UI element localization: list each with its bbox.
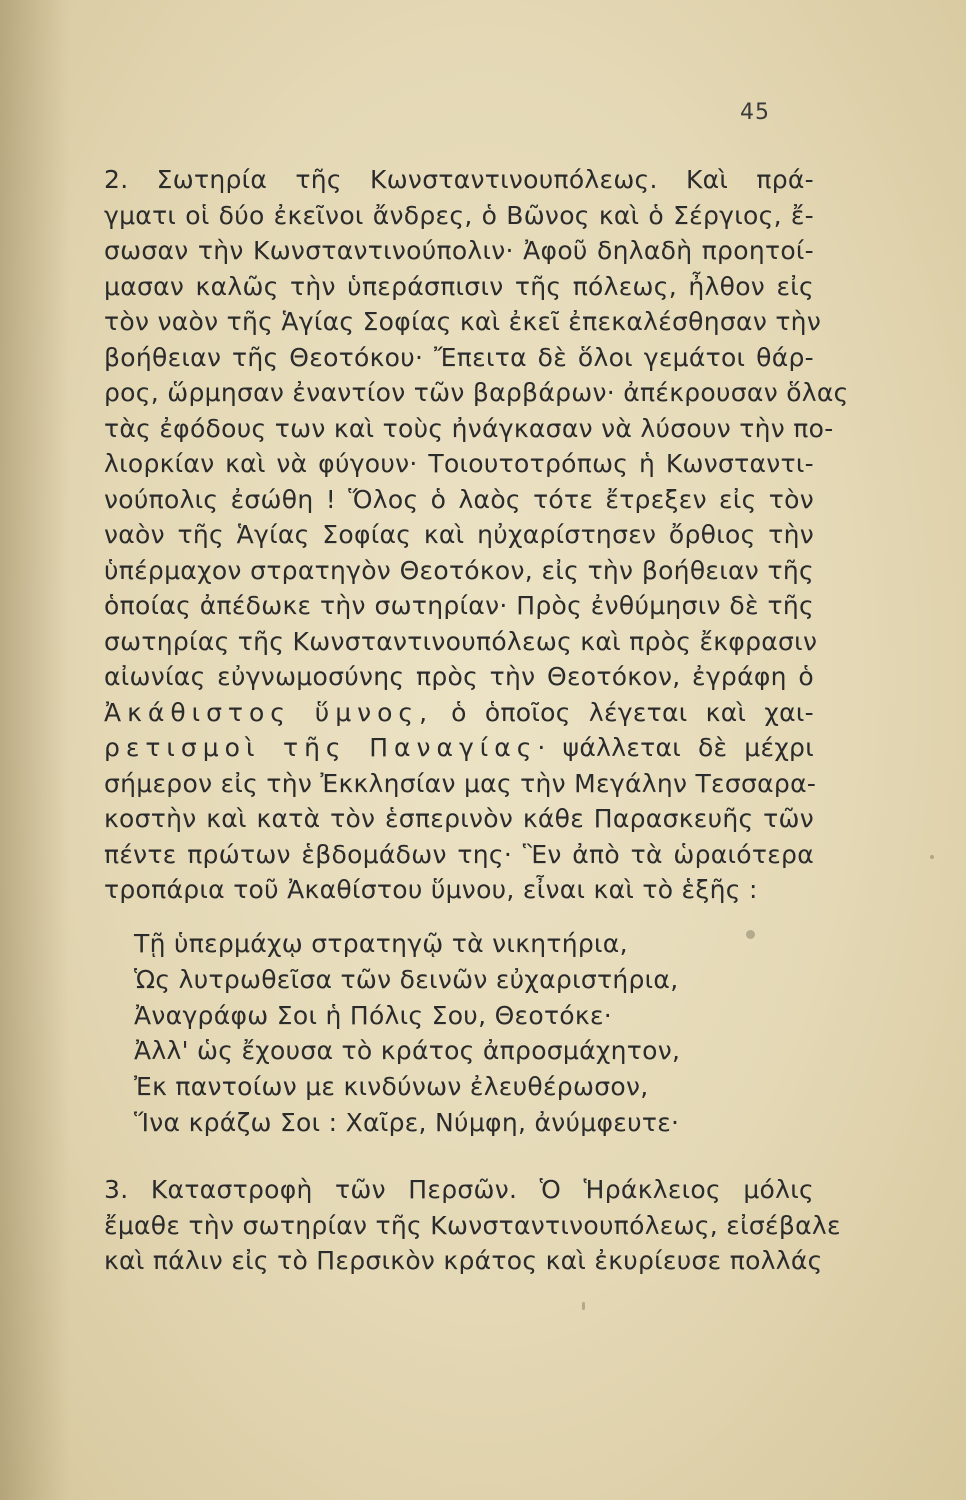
text-line: νούπολις ἐσώθη ! Ὅλος ὁ λαὸς τότε ἔτρεξεν εἰς τὸν bbox=[104, 484, 814, 514]
text-line: λιορκίαν καὶ νὰ φύγουν· Τοιουτοτρόπως ἡ Κωνσταντι- bbox=[104, 449, 814, 478]
paper-speck bbox=[746, 930, 755, 939]
section-2-text bbox=[104, 162, 849, 908]
hymn-verses bbox=[134, 926, 680, 1141]
text-line: ἔμαθε τὴν σωτηρίαν τῆς Κωνσταντινουπόλεως, εἰσέβαλε bbox=[104, 1210, 841, 1240]
paper-speck bbox=[582, 1302, 585, 1310]
text-line: ναὸν τῆς Ἁγίας Σοφίας καὶ ηὐχαρίστησεν ὄρθιος τὴν bbox=[104, 520, 814, 549]
text-line: ρος, ὥρμησαν ἐναντίον τῶν βαρβάρων· ἀπέκρουσαν ὅλας bbox=[104, 378, 849, 407]
paper-speck bbox=[930, 855, 934, 859]
text-line-chairetismoi bbox=[104, 730, 814, 766]
text-line: σήμερον εἰς τὴν Ἐκκλησίαν μας τὴν Μεγάλην Τεσσαρα- bbox=[104, 768, 817, 798]
hymn-verse: Ὡς λυτρωθεῖσα τῶν δεινῶν εὐχαριστήρια, bbox=[134, 964, 679, 994]
hymn-verse: Ἀναγράφω Σοι ἡ Πόλις Σου, Θεοτόκε· bbox=[134, 1000, 612, 1030]
hymn-verse: Ἐκ παντοίων με κινδύνων ἐλευθέρωσον, bbox=[134, 1072, 649, 1102]
akathistos-rest: ὁ ὁποῖος λέγεται καὶ χαι- bbox=[451, 697, 814, 727]
text-line: τὸν ναὸν τῆς Ἁγίας Σοφίας καὶ ἐκεῖ ἐπεκαλέσθησαν τὴν bbox=[104, 307, 822, 336]
text-line: βοήθειαν τῆς Θεοτόκου· Ἔπειτα δὲ ὅλοι γεμάτοι θάρ- bbox=[104, 342, 814, 372]
text-line: κοστὴν καὶ κατὰ τὸν ἑσπερινὸν κάθε Παρασκευῆς τῶν bbox=[104, 804, 814, 833]
text-line: αἰωνίας εὐγνωμοσύνης πρὸς τὴν Θεοτόκον, ἐγράφη ὁ bbox=[104, 662, 814, 691]
page-number: 45 bbox=[740, 100, 770, 125]
text-line: γματι οἱ δύο ἐκεῖνοι ἄνδρες, ὁ Βῶνος καὶ ὁ Σέργιος, ἔ- bbox=[104, 200, 814, 230]
text-line: τροπάρια τοῦ Ἀκαθίστου ὕμνου, εἶναι καὶ τὸ ἑξῆς : bbox=[104, 875, 758, 904]
text-line: μασαν καλῶς τὴν ὑπεράσπισιν τῆς πόλεως, ἦλθον εἰς bbox=[104, 271, 814, 301]
section-3-text bbox=[104, 1173, 841, 1280]
chairetismoi-rest: · ψάλλεται δὲ μέχρι bbox=[537, 733, 814, 762]
text-line: πέντε πρώτων ἑβδομάδων της· Ἓν ἀπὸ τὰ ὡραιότερα bbox=[104, 839, 814, 869]
hymn-verse: Ἀλλ' ὡς ἔχουσα τὸ κράτος ἀπροσμάχητον, bbox=[134, 1036, 681, 1066]
akathistos-spaced: Ἀκάθιστος ὕμνος, bbox=[104, 697, 434, 727]
text-line-akathistos bbox=[104, 695, 814, 731]
text-line: 2. Σωτηρία τῆς Κωνσταντινουπόλεως. Καὶ πρά- bbox=[104, 165, 814, 194]
text-line: τὰς ἐφόδους των καὶ τοὺς ἠνάγκασαν νὰ λύσουν τὴν πο- bbox=[104, 413, 834, 443]
chairetismoi-spaced: ρετισμοὶ τῆς Παναγίας bbox=[104, 733, 538, 762]
text-line: 3. Καταστροφὴ τῶν Περσῶν. Ὁ Ἡράκλειος μόλις bbox=[104, 1175, 814, 1204]
text-line: σωσαν τὴν Κωνσταντινούπολιν· Ἀφοῦ δηλαδὴ προητοί- bbox=[104, 236, 814, 265]
hymn-verse: Τῇ ὑπερμάχῳ στρατηγῷ τὰ νικητήρια, bbox=[134, 929, 628, 958]
text-line: καὶ πάλιν εἰς τὸ Περσικὸν κράτος καὶ ἐκυρίευσε πολλάς bbox=[104, 1246, 823, 1275]
text-line: σωτηρίας τῆς Κωνσταντινουπόλεως καὶ πρὸς ἔκφρασιν bbox=[104, 626, 818, 656]
text-line: ὁποίας ἀπέδωκε τὴν σωτηρίαν· Πρὸς ἐνθύμησιν δὲ τῆς bbox=[104, 591, 814, 620]
text-line: ὑπέρμαχον στρατηγὸν Θεοτόκον, εἰς τὴν βοήθειαν τῆς bbox=[104, 555, 814, 585]
hymn-verse: Ἵνα κράζω Σοι : Χαῖρε, Νύμφη, ἀνύμφευτε· bbox=[134, 1107, 680, 1137]
spine-shadow bbox=[0, 0, 70, 1500]
